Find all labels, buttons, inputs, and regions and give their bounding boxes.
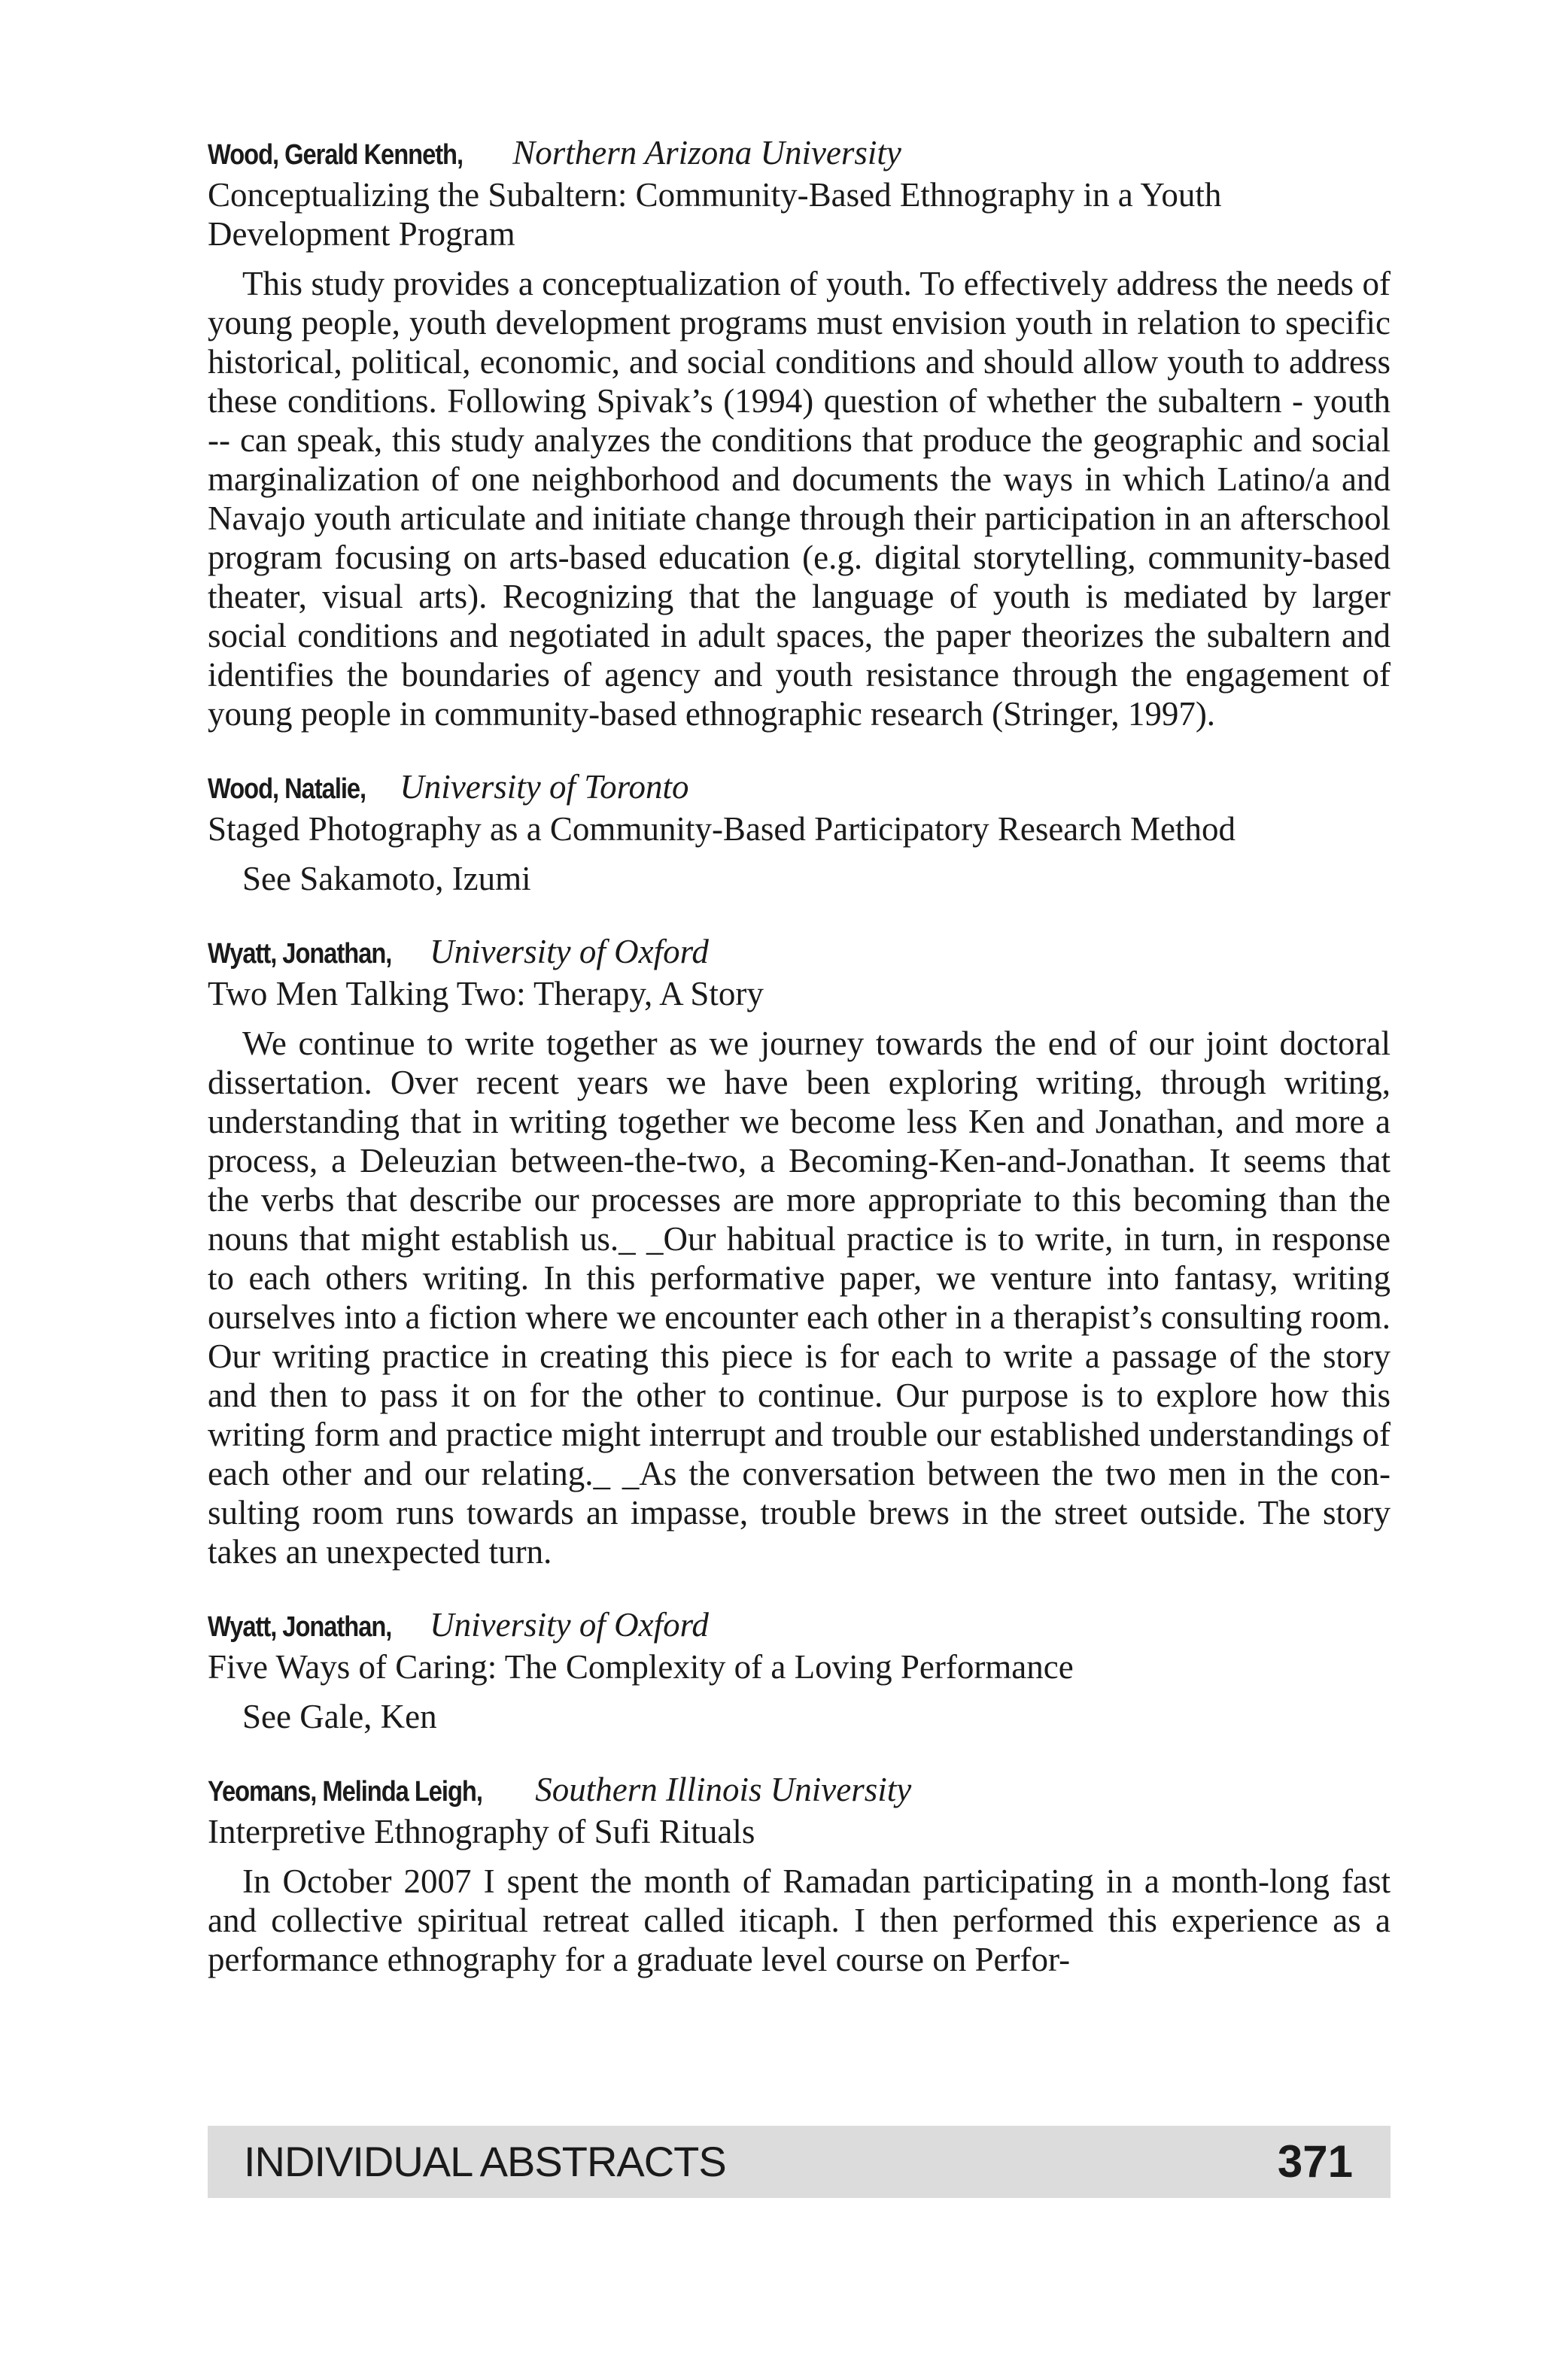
abstract-text: This study provides a conceptualization of youth. To effectively address the needs of young people, youth development programs must envision youth in relation to specific historical, political, economic, and social conditions and should allow youth to address these conditions. Following Spivak’s (1994) question of whether the subaltern - youth -- can speak, this study analyzes the conditions that produce the geographic and social marginalization of one neighborhood and documents the ways in which Latino/a and Navajo youth articulate and initiate change through their participation in an afterschool program focusing on arts-based education (e.g. digital storytelling, community-based theater, visual arts). Recognizing that the language of youth is mediated by larger social conditions and negotiated in adult spaces, the paper theorizes the subaltern and identifies the boundaries of agency and youth resistance through the engagement of young people in community-based ethnographic research (Stringer, 1997). [208,265,1391,733]
author-line [208,931,1391,974]
abstract-entry [208,931,1391,1571]
abstracts-list [208,132,1391,2012]
abstract-entry [208,767,1391,898]
affiliation: Southern Illinois University [535,1771,912,1808]
author-line [208,132,1391,175]
author-name: Wyatt, Jonathan, [208,1611,392,1643]
page-number: 371 [1277,2136,1353,2187]
affiliation: Northern Arizona University [512,134,901,172]
paper-title: Five Ways of Caring: The Complexity of a Loving Performance [208,1648,1074,1686]
paper-title: Interpretive Ethnography of Sufi Rituals [208,1813,755,1850]
paper-title: Staged Photography as a Community-Based Participatory Research Method [208,810,1236,848]
author-name: Wyatt, Jonathan, [208,938,392,970]
affiliation: University of Oxford [430,1606,709,1644]
affiliation: University of Oxford [430,933,709,970]
author-line [208,767,1391,809]
author-line [208,1604,1391,1647]
section-title: INDIVIDUAL ABSTRACTS [244,2138,726,2185]
abstract-entry [208,1769,1391,1979]
page-footer [208,2126,1391,2198]
abstract-text: In October 2007 I spent the month of Ramadan participating in a month-long fast and collective spiritual retreat called iticaph. I then performed this experience as a performance ethnography for a graduate level course on Perfor- [208,1862,1391,1978]
see-reference: See Gale, Ken [242,1698,437,1735]
abstract-entry [208,1604,1391,1736]
abstract-text: We continue to write together as we journey towards the end of our joint doctoral dissertation. Over recent years we have been exploring writing, through writing, understanding that in writing together we become less Ken and Jonathan, and more a process, a Deleuzian between-the-two, a Becoming-Ken-and-Jonathan. It seems that the verbs that describe our processes are more appropriate to this becoming than the nouns that might establish us._ _Our habitual practice is to write, in turn, in response to each others writing. In this performative paper, we venture into fantasy, writing ourselves into a fiction where we encounter each other in a therapist’s consulting room. Our writing practice in creating this piece is for each to write a passage of the story and then to pass it on for the other to continue. Our purpose is to explore how this writing form and practice might interrupt and trouble our established understandings of each other and our relating._ _As the conversation between the two men in the consulting room runs towards an impasse, trouble brews in the street outside. The story takes an unexpected turn. [208,1025,1391,1571]
author-name: Wood, Natalie, [208,773,366,805]
abstract-entry [208,132,1391,733]
paper-title: Two Men Talking Two: Therapy, A Story [208,975,764,1012]
author-name: Yeomans, Melinda Leigh, [208,1776,482,1808]
paper-title: Conceptualizing the Subaltern: Community-Based Ethnography in a Youth Development Program [208,176,1222,253]
affiliation: University of Toronto [400,768,689,806]
author-name: Wood, Gerald Kenneth, [208,139,464,171]
author-line [208,1769,1391,1812]
see-reference: See Sakamoto, Izumi [242,860,531,897]
